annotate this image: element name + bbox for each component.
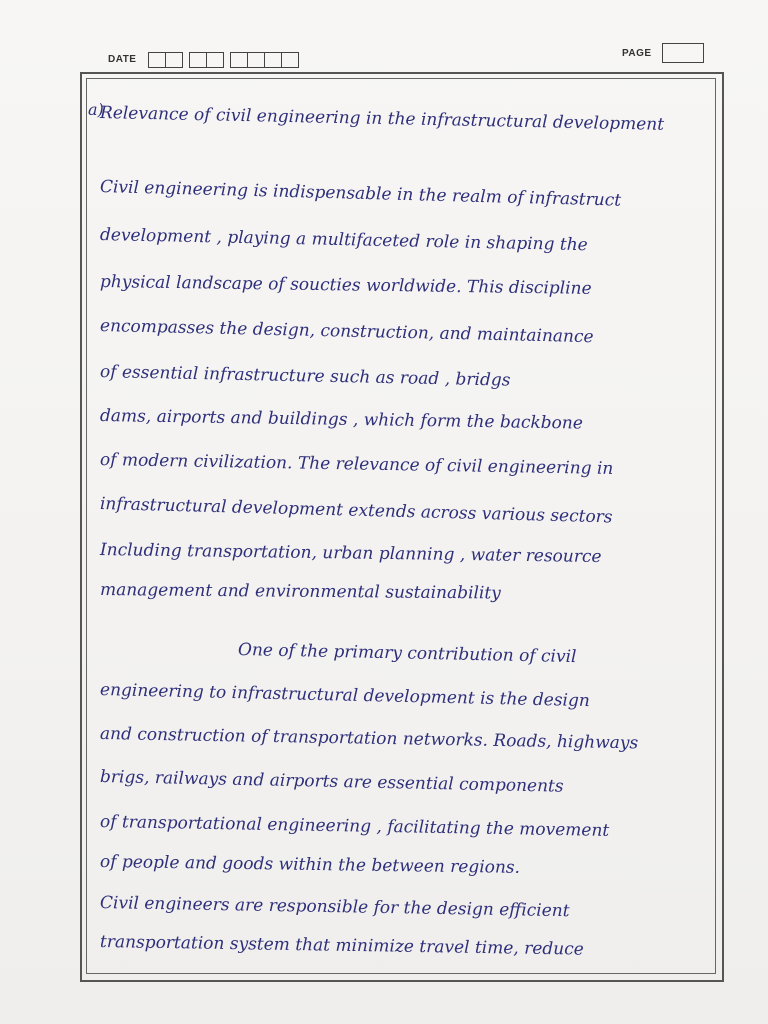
text-line: dams, airports and buildings , which form the backbone bbox=[99, 406, 584, 434]
text-line: infrastructural development extends across various sectors bbox=[99, 494, 613, 528]
date-boxes bbox=[148, 52, 299, 68]
text-line: engineering to infrastructural development is the design bbox=[99, 680, 591, 712]
date-box bbox=[207, 53, 223, 67]
text-line: encompasses the design, construction, and maintainance bbox=[99, 316, 594, 348]
date-box bbox=[149, 53, 166, 67]
date-box bbox=[248, 53, 265, 67]
text-line: transportation system that minimize travel time, reduce bbox=[99, 932, 584, 960]
date-box bbox=[282, 53, 298, 67]
text-line: brigs, railways and airports are essential components bbox=[99, 767, 564, 797]
page-label: PAGE bbox=[622, 48, 652, 59]
text-line: of modern civilization. The relevance of civil engineering in bbox=[99, 450, 614, 479]
date-box bbox=[166, 53, 182, 67]
date-box bbox=[231, 53, 248, 67]
text-line: of transportational engineering , facilitating the movement bbox=[99, 812, 610, 841]
text-line: Civil engineering is indispensable in the realm of infrastruct bbox=[99, 177, 622, 211]
text-line: and construction of transportation networks. Roads, highways bbox=[99, 724, 639, 754]
date-day-boxes bbox=[148, 52, 183, 68]
text-line: management and environmental sustainability bbox=[99, 580, 501, 604]
date-month-boxes bbox=[189, 52, 224, 68]
text-line: Including transportation, urban planning , water resource bbox=[99, 540, 602, 568]
text-line: of essential infrastructure such as road , bridgs bbox=[99, 362, 511, 391]
page-header bbox=[0, 0, 768, 80]
text-line: development , playing a multifaceted role in shaping the bbox=[99, 225, 588, 256]
date-label: DATE bbox=[108, 54, 137, 65]
text-line: physical landscape of soucties worldwide. This discipline bbox=[99, 272, 592, 299]
question-number: a) bbox=[88, 100, 104, 119]
date-box bbox=[190, 53, 207, 67]
page-number-box bbox=[662, 43, 704, 63]
date-year-boxes bbox=[230, 52, 299, 68]
essay-title: Relevance of civil engineering in the infrastructural development bbox=[99, 103, 665, 135]
text-line: Civil engineers are responsible for the design efficient bbox=[99, 893, 570, 922]
text-line: One of the primary contribution of civil bbox=[237, 640, 577, 668]
date-box bbox=[265, 53, 282, 67]
text-line: of people and goods within the between regions. bbox=[99, 852, 521, 878]
